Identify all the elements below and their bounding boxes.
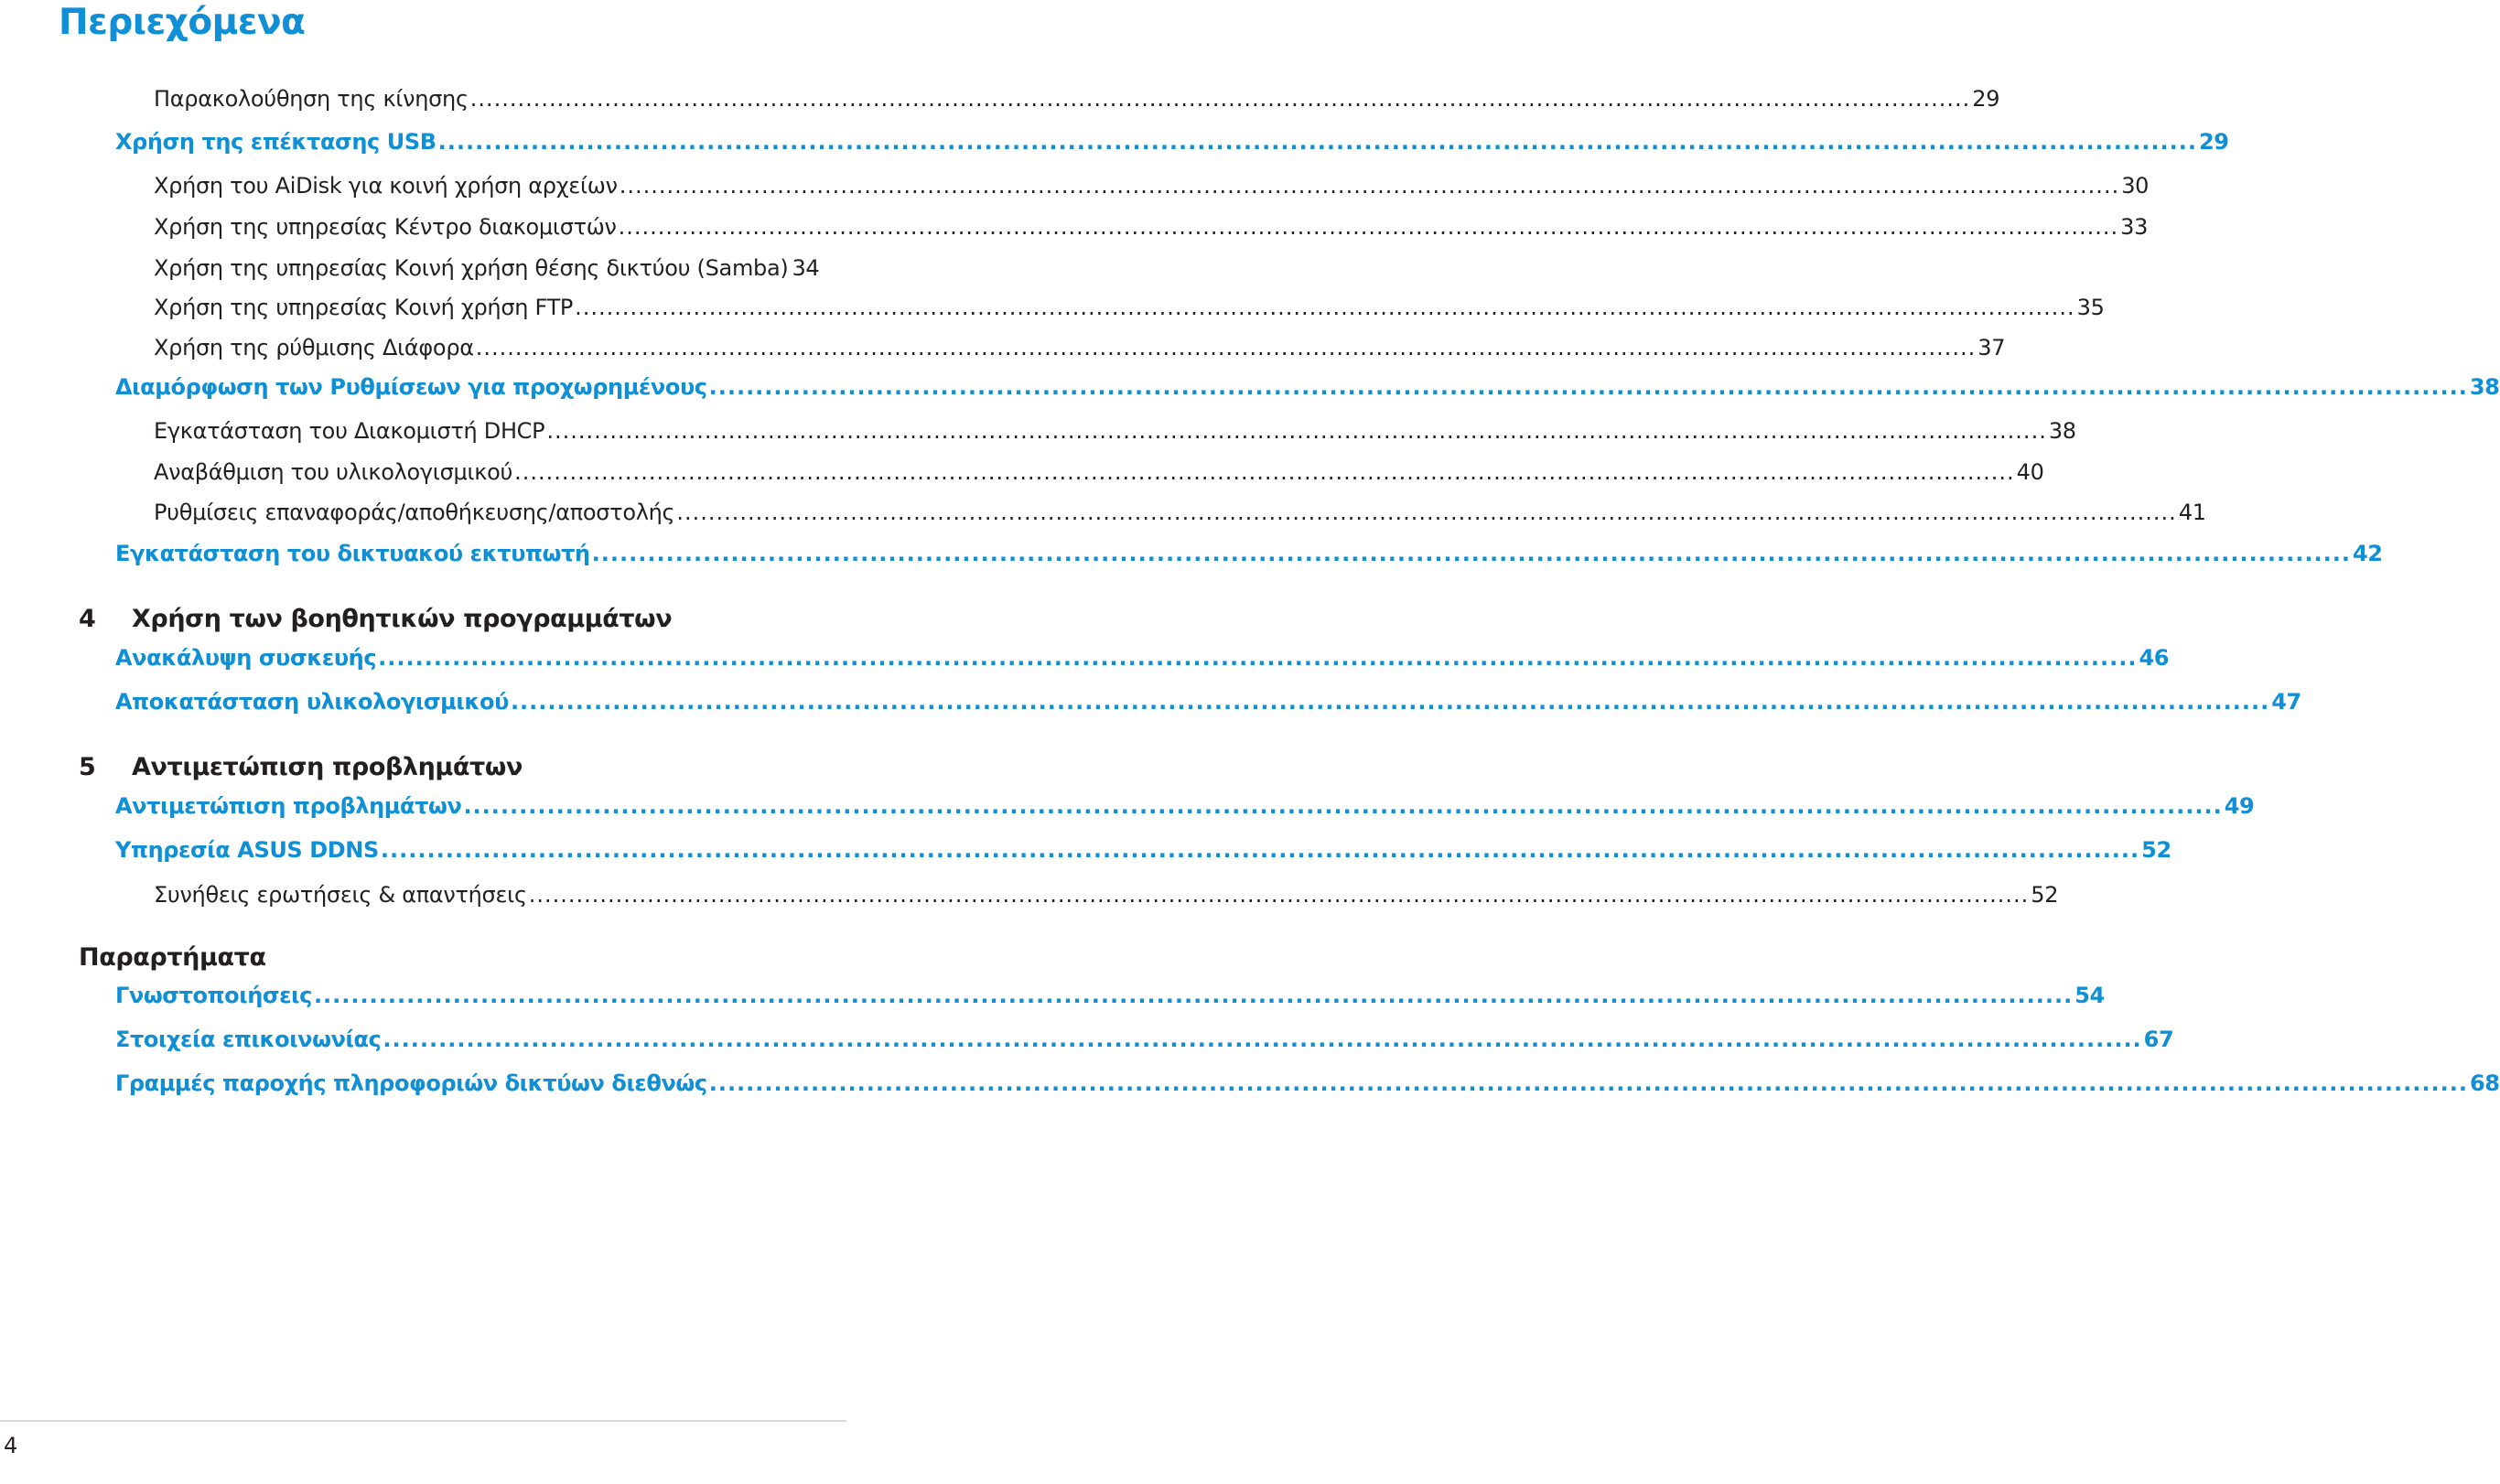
- page-title: Περιεχόμενα: [59, 2, 306, 43]
- appendices-heading: Παραρτήματα: [79, 943, 266, 972]
- toc-entry[interactable]: [154, 418, 2076, 444]
- toc-entry-label: Αποκατάσταση υλικολογισμικού: [115, 689, 509, 715]
- toc-page-number: 54: [2074, 983, 2105, 1008]
- toc-leader: ..............................................................................................................................................................................................: [546, 418, 2047, 444]
- toc-entry-label: Στοιχεία επικοινωνίας: [115, 1027, 382, 1052]
- chapter-title: Αντιμετώπιση προβλημάτων: [132, 753, 523, 781]
- toc-entry-label: Χρήση της ρύθμισης Διάφορα: [154, 335, 474, 360]
- toc-leader: ..............................................................................................................................................................................................: [510, 689, 2270, 715]
- toc-page-number: 42: [2352, 541, 2383, 566]
- toc-leader: ..............................................................................................................................................................................................: [528, 882, 2030, 908]
- toc-entry-label: Χρήση της υπηρεσίας Κοινή χρήση FTP: [154, 295, 574, 320]
- toc-page-number: 29: [2198, 129, 2229, 155]
- toc-entry-label: Συνήθεις ερωτήσεις & απαντήσεις: [154, 882, 527, 908]
- toc-entry-label: Αντιμετώπιση προβλημάτων: [115, 793, 462, 819]
- toc-entry-label: Γραμμές παροχής πληροφοριών δικτύων διεθνώς: [115, 1070, 707, 1096]
- toc-entry-label: Χρήση της επέκτασης USB: [115, 129, 436, 155]
- toc-leader: ..............................................................................................................................................................................................: [676, 500, 2177, 525]
- toc-page-number: 35: [2076, 295, 2105, 320]
- chapter-number: 4: [79, 605, 96, 633]
- toc-section-entry[interactable]: [115, 793, 2255, 819]
- toc-leader: ..............................................................................................................................................................................................: [313, 983, 2074, 1008]
- toc-entry-label: Χρήση του AiDisk για κοινή χρήση αρχείων: [154, 173, 618, 199]
- toc-leader: ..............................................................................................................................................................................................: [463, 793, 2223, 819]
- toc-section-entry[interactable]: [115, 374, 2500, 400]
- toc-page-number: 46: [2139, 645, 2170, 671]
- toc-entry-label: Παρακολούθηση της κίνησης: [154, 86, 469, 112]
- toc-leader: ..............................................................................................................................................................................................: [618, 214, 2119, 240]
- toc-entry-label: Ρυθμίσεις επαναφοράς/αποθήκευσης/αποστολής: [154, 500, 675, 525]
- chapter-heading: [79, 753, 523, 781]
- toc-page-number: 67: [2143, 1027, 2174, 1052]
- toc-leader: ..............................................................................................................................................................................................: [575, 295, 2075, 320]
- toc-page-number: 40: [2016, 459, 2044, 485]
- toc-entry[interactable]: [154, 86, 2000, 112]
- toc-page-number: 30: [2121, 173, 2150, 199]
- toc-page-number: 41: [2178, 500, 2206, 525]
- toc-entry-label: Εγκατάσταση του Διακομιστή DHCP: [154, 418, 545, 444]
- toc-section-entry[interactable]: [115, 645, 2170, 671]
- toc-entry[interactable]: [154, 500, 2206, 525]
- toc-page-number: 52: [2031, 882, 2059, 908]
- toc-entry-label: Αναβάθμιση του υλικολογισμικού: [154, 459, 513, 485]
- toc-page-number: 52: [2141, 837, 2171, 863]
- toc-page-number: 37: [1977, 335, 2006, 360]
- toc-leader: ..............................................................................................................................................................................................: [475, 335, 1977, 360]
- toc-entry[interactable]: [154, 295, 2105, 320]
- toc-section-entry[interactable]: [115, 1070, 2500, 1096]
- toc-entry[interactable]: [154, 255, 820, 281]
- toc-leader: ..............................................................................................................................................................................................: [469, 86, 1971, 112]
- toc-entry-label: Διαμόρφωση των Ρυθμίσεων για προχωρημένους: [115, 374, 707, 400]
- toc-page-number: 29: [1972, 86, 2000, 112]
- toc-entry-label: Υπηρεσία ASUS DDNS: [115, 837, 379, 863]
- toc-section-entry[interactable]: [115, 129, 2229, 155]
- toc-leader: ..............................................................................................................................................................................................: [514, 459, 2015, 485]
- toc-entry[interactable]: [154, 459, 2044, 485]
- toc-section-entry[interactable]: [115, 837, 2171, 863]
- toc-entry-label: Ανακάλυψη συσκευής: [115, 645, 377, 671]
- toc-page-number: 49: [2224, 793, 2255, 819]
- toc-leader: ..............................................................................................................................................................................................: [708, 1070, 2468, 1096]
- toc-entry[interactable]: [154, 335, 2006, 360]
- toc-page-number: 34: [792, 255, 820, 281]
- toc-entry-label: Χρήση της υπηρεσίας Κοινή χρήση θέσης δικτύου (Samba): [154, 255, 789, 281]
- toc-entry-label: Γνωστοποιήσεις: [115, 983, 312, 1008]
- toc-page-number: 33: [2120, 214, 2149, 240]
- toc-page-number: 47: [2271, 689, 2301, 715]
- toc-leader: ..............................................................................................................................................................................................: [619, 173, 2120, 199]
- toc-leader: ..............................................................................................................................................................................................: [708, 374, 2468, 400]
- toc-leader: ..............................................................................................................................................................................................: [378, 645, 2138, 671]
- toc-entry[interactable]: [154, 882, 2059, 908]
- toc-entry[interactable]: [154, 173, 2150, 199]
- toc-section-entry[interactable]: [115, 1027, 2174, 1052]
- toc-leader: ..............................................................................................................................................................................................: [591, 541, 2351, 566]
- toc-leader: ..............................................................................................................................................................................................: [437, 129, 2197, 155]
- toc-leader: ..............................................................................................................................................................................................: [380, 837, 2140, 863]
- footer-divider: [0, 1420, 846, 1422]
- toc-entry-label: Εγκατάσταση του δικτυακού εκτυπωτή: [115, 541, 590, 566]
- toc-section-entry[interactable]: [115, 689, 2301, 715]
- toc-section-entry[interactable]: [115, 983, 2105, 1008]
- toc-page-number: 68: [2469, 1070, 2500, 1096]
- chapter-heading: [79, 605, 672, 633]
- footer-page-number: 4: [4, 1433, 18, 1458]
- chapter-number: 5: [79, 753, 96, 781]
- toc-leader: ..............................................................................................................................................................................................: [383, 1027, 2142, 1052]
- toc-entry[interactable]: [154, 214, 2149, 240]
- toc-page-number: 38: [2048, 418, 2076, 444]
- toc-entry-label: Χρήση της υπηρεσίας Κέντρο διακομιστών: [154, 214, 617, 240]
- chapter-title: Χρήση των βοηθητικών προγραμμάτων: [132, 605, 673, 633]
- toc-page-number: 38: [2469, 374, 2500, 400]
- toc-section-entry[interactable]: [115, 541, 2383, 566]
